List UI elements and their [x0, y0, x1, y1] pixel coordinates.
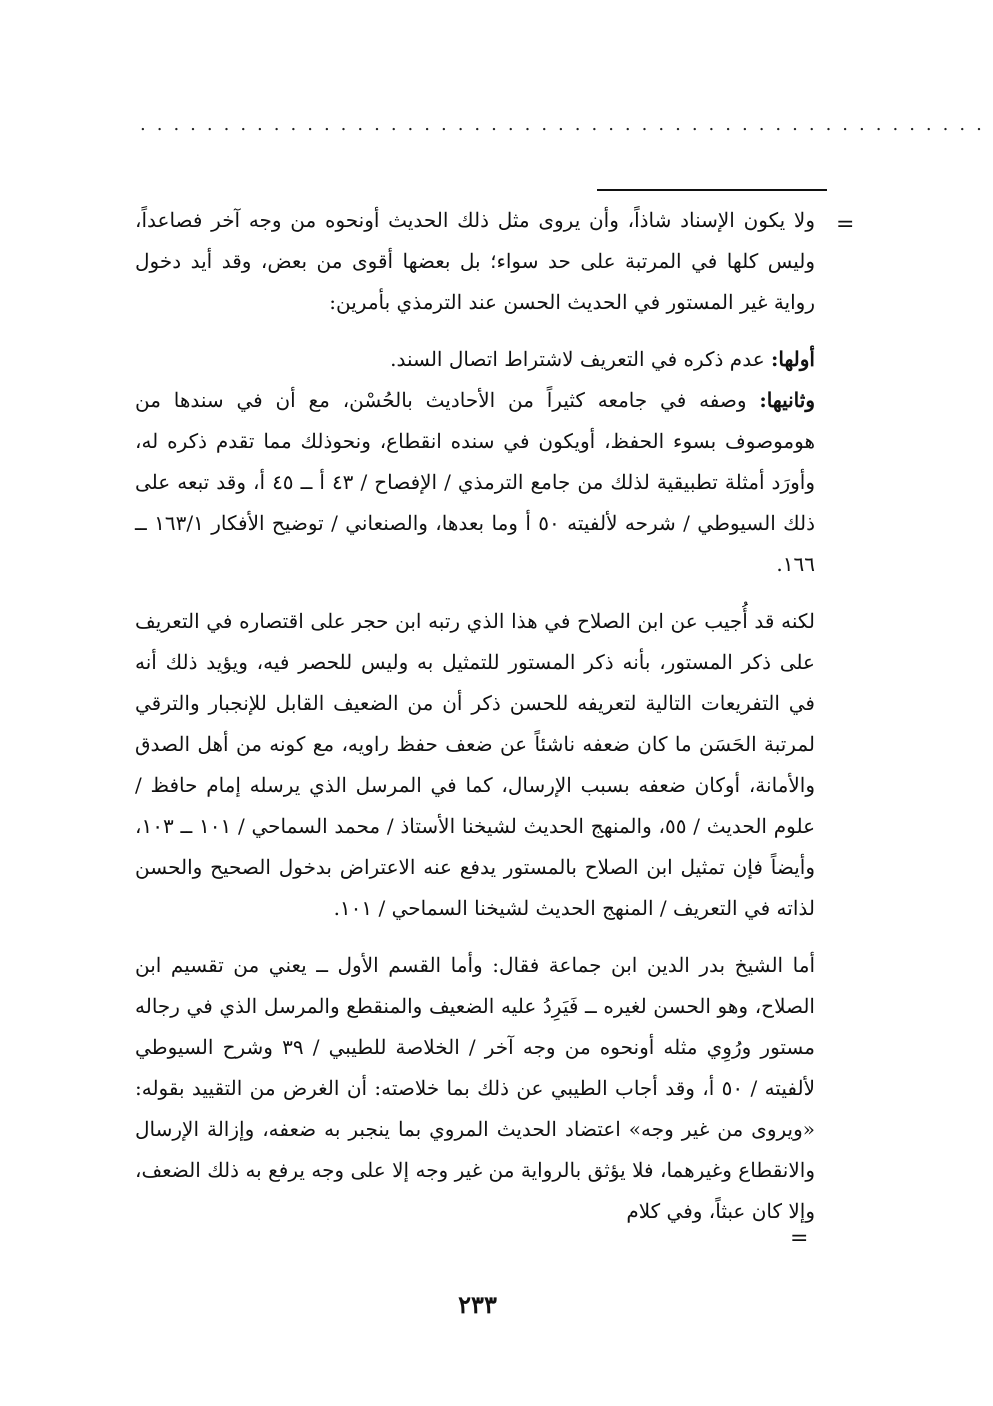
- paragraph-5-text: أما الشيخ بدر الدين ابن جماعة فقال: وأما القسم الأول ــ يعني من تقسيم ابن الصلاح، وهو الحسن لغيره ــ فَيَرِدُ عليه الضعيف والمنقطع والمرسل الذي في رجاله مستور ورُوِي مثله أونحوه من وجه آخر / الخلاصة للطيبي / ٣٩ وشرح السيوطي لألفيته / ٥٠ أ، وقد أجاب الطيبي عن ذلك بما خلاصته: أن الغرض من التقييد بقوله: «ويروى من غير وجه» اعتضاد الحديث المروي بما ينجبر به ضعفه، وإزالة الإرسال والانقطاع وغيرهما، فلا يؤثق بالرواية من غير وجه إلا على وجه يرفع به ذلك الضعف، وإلا كان عبثاً، وفي كلام: [135, 953, 815, 1223]
- paragraph-4: [135, 601, 815, 929]
- footnote-rule: [597, 189, 827, 191]
- footnote-body: [135, 200, 815, 1232]
- paragraph-4-text: لكنه قد أُجيب عن ابن الصلاح في هذا الذي رتبه ابن حجر على اقتصاره في التعريف على ذكر المستور، بأنه ذكر المستور للتمثيل به وليس للحصر فيه، ويؤيد ذلك أنه في التفريعات التالية لتعريفه للحسن ذكر أن من الضعيف القابل للإنجبار والترقي لمرتبة الحَسَن ما كان ضعفه ناشئاً عن ضعف حفظ راويه، مع كونه من أهل الصدق والأمانة، أوكان ضعفه بسبب الإرسال، كما في المرسل الذي يرسله إمام حافظ / علوم الحديث / ٥٥، والمنهج الحديث لشيخنا الأستاذ / محمد السماحي / ١٠١ ــ ١٠٣، وأيضاً فإن تمثيل ابن الصلاح بالمستور يدفع عنه الاعتراض بدخول الصحيح والحسن لذاته في التعريف / المنهج الحديث لشيخنا السماحي / ١٠١.: [135, 609, 816, 920]
- page-number: ٢٣٣: [458, 1290, 497, 1319]
- paragraph-3-lead: وثانيها:: [759, 388, 815, 412]
- paragraph-2-lead: أولها:: [770, 347, 815, 371]
- paragraph-3: [135, 380, 815, 585]
- paragraph-2: [135, 339, 815, 380]
- paragraph-2-text: عدم ذكره في التعريف لاشتراط اتصال السند.: [390, 347, 771, 371]
- paragraph-5: [135, 945, 815, 1232]
- paragraph-1-text: ولا يكون الإسناد شاذاً، وأن يروى مثل ذلك الحديث أونحوه من وجه آخر فصاعداً، وليس كلها في المرتبة على حد سواء؛ بل بعضها أقوى من بعض، وقد أيد دخول رواية غير المستور في الحديث الحسن عند الترمذي بأمرين:: [135, 208, 815, 314]
- dotted-separator: ...................................................: [140, 114, 993, 135]
- continuation-mark-top: =: [836, 212, 855, 237]
- paragraph-1: [135, 200, 815, 323]
- paragraph-3-text: وصفه في جامعه كثيراً من الأحاديث بالحُسْن، مع أن في سندها من هوموصوف بسوء الحفظ، أويكون في سنده انقطاع، ونحوذلك مما تقدم ذكره له، وأورَد أمثلة تطبيقية لذلك من جامع الترمذي / الإفصاح / ٤٣ أ ــ ٤٥ أ، وقد تبعه على ذلك السيوطي / شرحه لألفيته ٥٠ أ وما بعدها، والصنعاني / توضيح الأفكار ١٦٣/١ ــ ١٦٦.: [135, 388, 815, 576]
- continuation-mark-bottom: =: [790, 1226, 809, 1251]
